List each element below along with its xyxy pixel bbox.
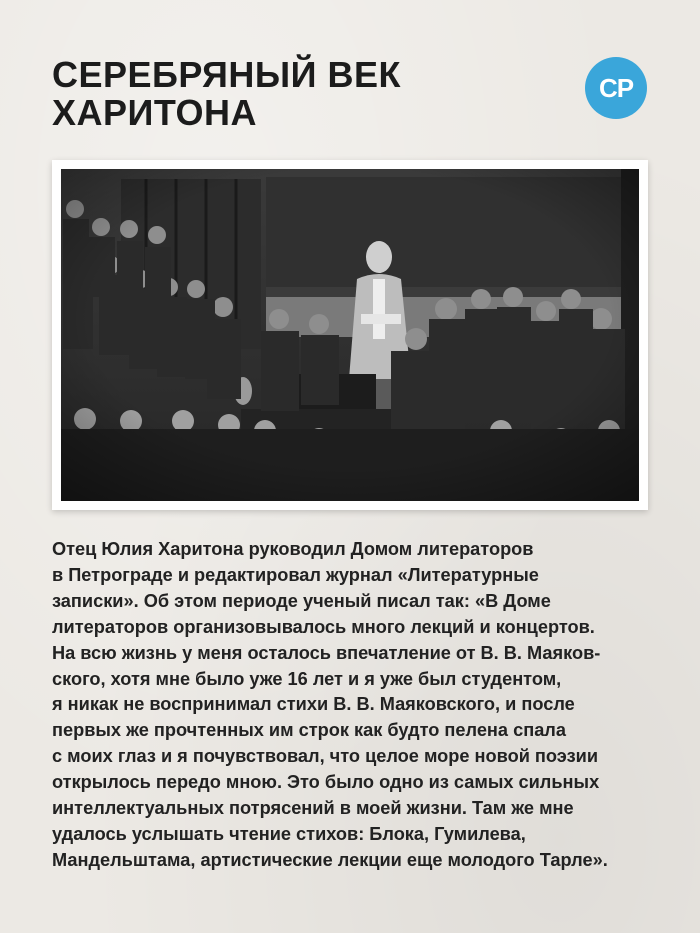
body-line: Отец Юлия Харитона руководил Домом литераторов — [52, 539, 534, 559]
body-line: литераторов организовывалось много лекций и концертов. — [52, 616, 595, 637]
archival-photo — [61, 169, 639, 501]
body-line: интеллектуальных потрясений в моей жизни. Там же мне — [52, 798, 574, 819]
body-line: ского, хотя мне было уже 16 лет и я уже был студентом, — [52, 668, 562, 689]
body-line: первых же прочтенных им строк как будто пелена спала — [52, 720, 566, 741]
brand-logo-badge — [585, 57, 647, 119]
body-paragraph — [52, 537, 662, 874]
page-title — [52, 56, 401, 132]
body-line: Мандельштама, артистические лекции еще молодого Тарле». — [52, 849, 608, 870]
body-line: записки». Об этом периоде ученый писал так: «В Доме — [52, 590, 551, 611]
brand-logo-label: СР — [598, 72, 634, 103]
body-line: в Петрограде и редактировал журнал «Литературные — [52, 564, 539, 585]
archival-photo-illustration — [61, 169, 639, 501]
body-line: удалось услышать чтение стихов: Блока, Гумилева, — [52, 823, 526, 844]
body-line: На всю жизнь у меня осталось впечатление от В. В. Маяков- — [52, 642, 601, 663]
body-line: с моих глаз и я почувствовал, что целое море новой поэзии — [52, 746, 598, 767]
photo-frame — [52, 160, 648, 510]
title-line-1: СЕРЕБРЯНЫЙ ВЕК — [52, 54, 401, 95]
body-line: я никак не воспринимал стихи В. В. Маяковского, и после — [52, 694, 575, 715]
title-line-2: ХАРИТОНА — [52, 92, 257, 133]
body-line: открылось передо мною. Это было одно из самых сильных — [52, 772, 600, 793]
